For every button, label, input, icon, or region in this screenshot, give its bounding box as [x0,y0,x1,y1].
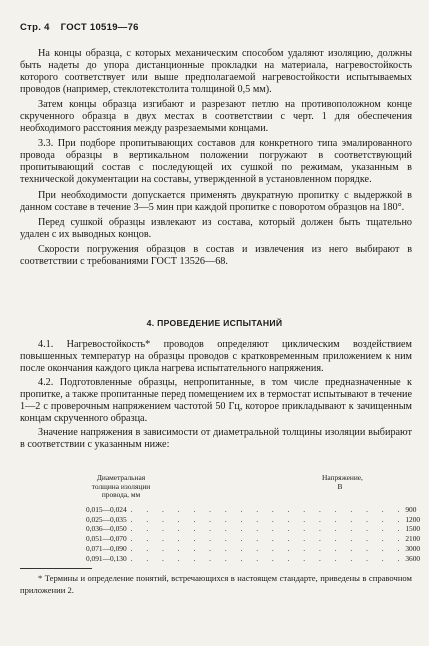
thickness-cell: 0,015—0,024 [86,504,127,514]
standard-number: ГОСТ 10519—76 [60,22,139,33]
table-row [86,524,421,534]
paragraph: Перед сушкой образцы извлекают из состава, который должен быть тщательно удален с их выводных концов. [20,216,412,240]
thickness-cell: 0,025—0,035 [86,514,127,524]
voltage-cell: 3000 [405,543,421,553]
body-text-top [20,48,412,268]
table-row [86,543,421,554]
thickness-cell: 0,091—0,130 [86,553,127,563]
voltage-cell: 1500 [405,524,421,534]
table-row [86,534,421,544]
leader-dots: . . . . . . . . . . . . . . . . . . [130,543,406,553]
footnote-text: * Термины и определение понятий, встречающихся в настоящем стандарте, приведены в справочном приложении 2. [20,573,412,595]
table-row [86,553,421,564]
footnote-divider [20,568,92,569]
leader-dots: . . . . . . . . . . . . . . . . . . [130,524,406,534]
voltage-cell: 2100 [405,534,421,544]
leader-dots: . . . . . . . . . . . . . . . . . . [130,553,406,563]
paragraph: Затем концы образца изгибают и разрезают петлю на противоположном конце скрученного образца в двух местах в соответствии с черт. 1 для обеспечения необходимого расстояния между разрезаемыми концами. [20,99,412,135]
paragraph: Значение напряжения в зависимости от диаметральной толщины изоляции выбирают в соответствии с указанным ниже: [20,427,412,451]
table-body [86,504,421,564]
leader-dots: . . . . . . . . . . . . . . . . . . [130,504,406,514]
footnote [20,573,412,596]
thickness-cell: 0,071—0,090 [86,543,127,553]
leader-dots: . . . . . . . . . . . . . . . . . . [130,534,406,544]
thickness-cell: 0,051—0,070 [86,534,127,544]
page-number: Стр. 4 [20,22,50,33]
table-row [86,504,417,515]
thickness-cell: 0,036—0,050 [86,524,127,534]
voltage-cell: 3600 [405,553,421,563]
body-text-section [20,339,412,451]
page-header [20,22,139,33]
paragraph: 3.3. При подборе пропитывающих составов для конкретного типа эмалированного провода образцы в вертикальном положении погружают в соответствующий пропитывающий состав с последующей их сушкой по режимам, указанным в технической документации на составы, утвержденной в установленном порядке. [20,138,412,186]
voltage-cell: 900 [405,504,417,514]
voltage-table [86,473,421,564]
paragraph: На концы образца, с которых механическим способом удаляют изоляцию, должны быть надеты до упора дистанционные прокладки на материала, нагревостойкость которого соответствует или выше предполагаемой нагревостойкости испытываемых проводов (например, стеклотекстолита толщиной 0,5 мм). [20,48,412,96]
paragraph: 4.1. Нагревостойкость* проводов определяют циклическим воздействием повышенных температур на образцы проводов с кратковременным приложением к ним после окончания каждого цикла нагрева испытательного напряжения. [20,339,412,375]
column-header-thickness: Диаметральная толщина изоляции провода, мм [91,473,151,500]
column-header-voltage: Напряжение, В [322,473,363,491]
paragraph: 4.2. Подготовленные образцы, непропитанные, в том числе предназначенные к пропитке, а также пропитанные перед помещением их в термостат испытывают в течение 1—2 с проверочным напряжением частотой 50 Гц, которое прикладывают к зачищенным концам скрученного образца. [20,377,412,425]
leader-dots: . . . . . . . . . . . . . . . . . . [130,514,406,524]
voltage-cell: 1200 [405,514,421,524]
table-header [86,473,363,500]
section-heading: 4. ПРОВЕДЕНИЕ ИСПЫТАНИЙ [146,318,283,328]
paragraph: Скорости погружения образцов в состав и извлечения из него выбирают в соответствии с требованиями ГОСТ 13526—68. [20,243,412,267]
paragraph: При необходимости допускается применять двукратную пропитку с выдержкой в данном составе в течение 3—5 мин при каждой пропитке с поворотом образцов на 180°. [20,189,412,213]
table-row [86,514,421,525]
